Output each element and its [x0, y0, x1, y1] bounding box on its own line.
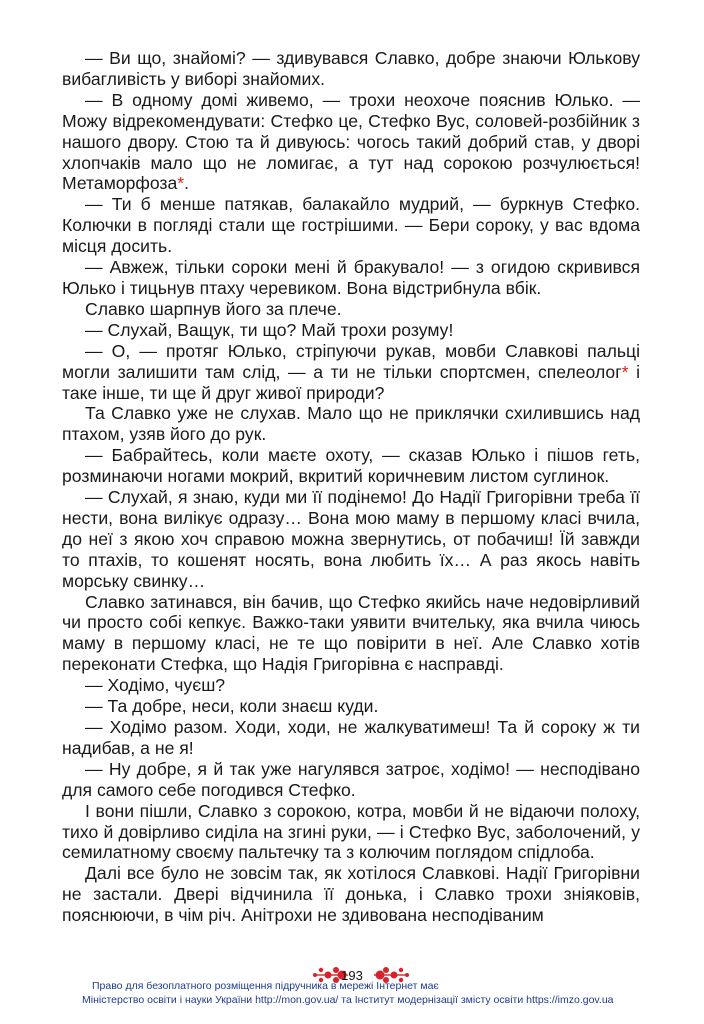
paragraph-text: — Слухай, я знаю, куди ми її подінемо! До Надії Григорівни треба її нести, вона вилікує одразу… Вона мою маму в першому класі вчила, до неї з якою хоч справою можна звернутись, от побачиш! Їй завжди то птахів, то кошенят носять, вона любить їх… А раз якось навіть морську свинку… — [62, 487, 640, 591]
footnote-asterisk: * — [621, 361, 629, 382]
paragraph — [62, 696, 640, 717]
paragraph-text: — О, — протяг Юлько, стріпуючи рукав, мовби Славкові пальці могли залишити там слід, — а ти не тільки спортсмен, спелеолог — [62, 340, 640, 382]
paragraph-text: — Ти б менше патякав, балакайло мудрий, — буркнув Стефко. Колючки в погляді стали ще гострішими. — Бери сороку, у вас вдома місця досить. — [62, 194, 640, 257]
body-text — [62, 48, 640, 926]
paragraph-text: — Слухай, Ващук, ти що? Май трохи розуму! — [85, 319, 454, 340]
paragraph — [62, 863, 640, 926]
footer-ministry-line: Міністерство освіти і науки України http://mon.gov.ua/ та Інститут модернізації змісту освіти https://imzo.gov.ua — [82, 994, 614, 1006]
paragraph — [62, 801, 640, 864]
paragraph — [62, 675, 640, 696]
paragraph — [62, 445, 640, 487]
paragraph-text: Та Славко уже не слухав. Мало що не приклячки схилившись над птахом, узяв його до рук. — [62, 403, 640, 445]
paragraph-text: — Ходімо разом. Ходи, ходи, не жалкуватимеш! Та й сороку ж ти надибав, а не я! — [62, 717, 640, 758]
paragraph — [62, 717, 640, 759]
paragraph — [62, 194, 640, 257]
paragraph-text: — Та добре, неси, коли знаєш куди. — [85, 696, 379, 717]
paragraph-text: Славко шарпнув його за плече. — [85, 298, 342, 319]
paragraph-text-continued: . — [184, 173, 190, 194]
paragraph — [62, 299, 640, 320]
page-number: 193 — [341, 968, 363, 983]
paragraph-text: І вони пішли, Славко з сорокою, котра, мовби й не відаючи полоху, тихо й довірливо сиділа на згині руки, — і Стефко Вус, заболочений, у семилатному своєму пальтечку та з колючим поглядом спідлоба. — [62, 800, 640, 863]
paragraph — [62, 320, 640, 341]
paragraph-text: — В одному домі живемо, — трохи неохоче пояснив Юлько. — Можу відрекомендувати: Стефко це, Стефко Вус, соловей-розбійник з нашого двору. Стою та й дивуюсь: чогось такий добрий став, у дворі хлопчаків мало що не ломигає, а тут над сорокою розчулюється! Метаморфоза — [62, 89, 640, 194]
paragraph-text: — Ну добре, я й так уже нагулявся затроє, ходімо! — несподівано для самого себе погодився Стефко. — [62, 758, 640, 800]
paragraph-text: — Ходімо, чуєш? — [85, 675, 226, 696]
paragraph — [62, 403, 640, 445]
paragraph — [62, 257, 640, 299]
paragraph — [62, 759, 640, 801]
paragraph — [62, 592, 640, 676]
paragraph-text: — Бабрайтесь, коли маєте охоту, — сказав Юлько і пішов геть, розминаючи ногами мокрий, вкритий коричневим листом суглинок. — [62, 445, 640, 487]
footer-rights-line: Право для безоплатного розміщення підручника в мережі Інтернет має — [92, 980, 439, 992]
paragraph — [62, 487, 640, 592]
paragraph — [62, 48, 640, 90]
paragraph-text: Далі все було не зовсім так, як хотілося Славкові. Надії Григорівни не застали. Двері відчинила її донька, і Славко трохи зніяковів, пояснюючи, в чім річ. Анітрохи не здивована несподіваним — [62, 863, 640, 926]
paragraph-text: — Ви що, знайомі? — здивувався Славко, добре знаючи Юлькову вибагливість у виборі знайомих. — [62, 48, 640, 89]
paragraph-text: — Авжеж, тільки сороки мені й бракувало! — з огидою скривився Юлько і тицьнув птаху черевиком. Вона відстрибнула вбік. — [62, 257, 640, 298]
paragraph — [62, 341, 640, 404]
footnote-asterisk: * — [177, 173, 185, 194]
paragraph — [62, 90, 640, 195]
paragraph-text: Славко затинався, він бачив, що Стефко якийсь наче недовірливий чи просто собі кепкує. Важко-таки уявити вчительку, яка вчила чиюсь маму в першому класі, не те що повірити в неї. Але Славко хотів переконати Стефка, що Надія Григорівна є насправді. — [62, 591, 640, 675]
paragraph-text-continued: і таке інше, ти ще й друг живої природи? — [62, 361, 640, 403]
